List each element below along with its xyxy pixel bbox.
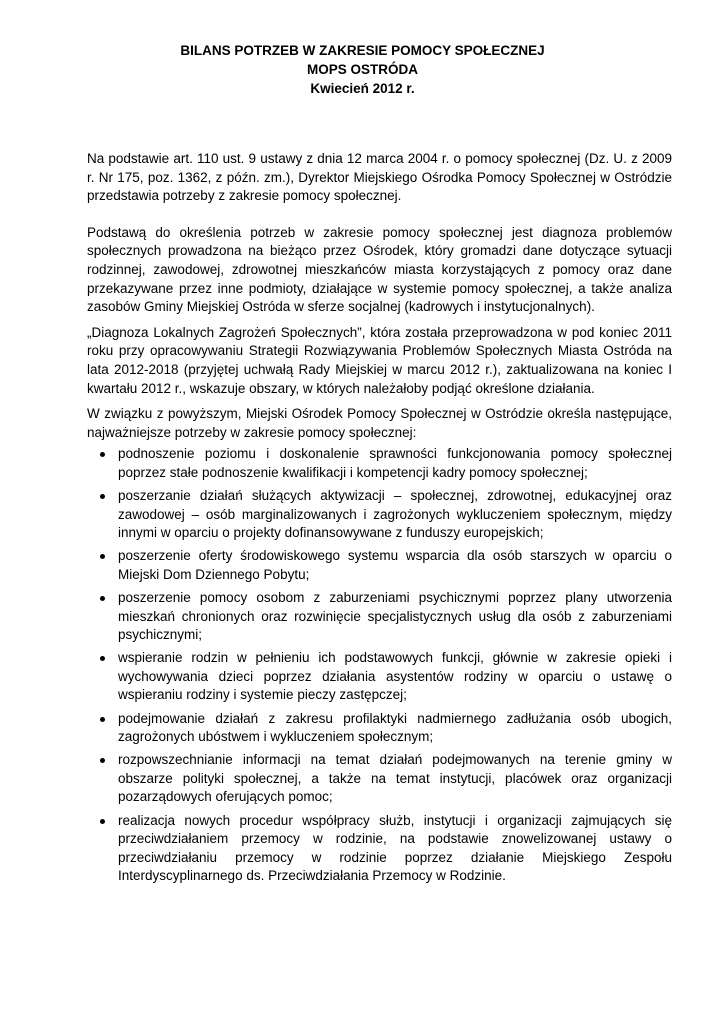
list-item (87, 589, 672, 645)
document-title (0, 41, 725, 98)
title-line-1: BILANS POTRZEB W ZAKRESIE POMOCY SPOŁECZNEJ (180, 43, 545, 58)
bullet-icon (100, 656, 105, 661)
bullet-icon (100, 717, 105, 722)
paragraph-needs-intro: W związku z powyższym, Miejski Ośrodek Pomocy Społecznej w Ostródzie określa następujące, najważniejsze potrzeby w zakresie pomocy społecznej: (87, 406, 672, 440)
list-item-text: podnoszenie poziomu i doskonalenie sprawności funkcjonowania pomocy społecznej poprzez stałe podnoszenie kwalifikacji i kompetencji kadry pomocy społecznej; (118, 446, 672, 480)
title-line-2: MOPS OSTRÓDA (306, 62, 418, 77)
bullet-icon (100, 819, 105, 824)
list-item (87, 547, 672, 584)
needs-list (87, 445, 672, 886)
bullet-icon (100, 596, 105, 601)
bullet-icon (100, 494, 105, 499)
paragraph-legal-basis: Na podstawie art. 110 ust. 9 ustawy z dnia 12 marca 2004 r. o pomocy społecznej (Dz. U. z 2009 r. Nr 175, poz. 1362, z późn. zm.), Dyrektor Miejskiego Ośrodka Pomocy Społecznej w Ostródzie przedstawia potrzeby z zakresie pomocy społecznej. (87, 151, 672, 204)
bullet-icon (100, 452, 105, 457)
list-item (87, 710, 672, 747)
bullet-icon (100, 554, 105, 559)
list-item-text: poszerzanie działań służących aktywizacji – społecznej, zdrowotnej, edukacyjnej oraz zawodowej – osób marginalizowanych i zagrożonych wykluczeniem społecznym, między innymi w oparciu o projekty dofinansowywane z funduszy europejskich; (118, 488, 672, 541)
list-item-text: wspieranie rodzin w pełnieniu ich podstawowych funkcji, głównie w zakresie opieki i wychowywania dzieci poprzez działania asystentów rodziny w oparciu o ustawę o wspieraniu rodziny i systemie pieczy zastępczej; (118, 650, 672, 703)
list-item (87, 487, 672, 543)
list-item (87, 445, 672, 482)
paragraph-diagnosis-basis: Podstawą do określenia potrzeb w zakresie pomocy społecznej jest diagnoza problemów społecznych prowadzona na bieżąco przez Ośrodek, który gromadzi dane dotyczące sytuacji rodzinnej, zawodowej, zdrowotnej mieszkańców miasta korzystających z pomocy oraz dane przekazywane przez inne podmioty, działające w systemie pomocy społecznej, a także analiza zasobów Gminy Miejskiej Ostróda w sferze socjalnej (kadrowych i instytucjonalnych). (87, 224, 672, 315)
paragraph-local-threats-diagnosis: „Diagnoza Lokalnych Zagrożeń Społecznych”, która została przeprowadzona w pod koniec 2011 roku przy opracowywaniu Strategii Rozwiązywania Problemów Społecznych Miasta Ostróda na lata 2012-2018 (przyjętej uchwałą Rady Miejskiej w marcu 2012 r.), zaktualizowana na koniec I kwartału 2012 r., wskazuje obszary, w których należałoby podjąć określone działania. (87, 324, 672, 396)
list-item (87, 649, 672, 705)
list-item-text: poszerzenie oferty środowiskowego systemu wsparcia dla osób starszych w oparciu o Miejski Dom Dziennego Pobytu; (118, 548, 672, 582)
list-item (87, 812, 672, 886)
document-body (87, 150, 672, 890)
list-item-text: podejmowanie działań z zakresu profilaktyki nadmiernego zadłużania osób ubogich, zagrożonych ubóstwem i wykluczeniem społecznym; (118, 710, 672, 745)
list-item (87, 751, 672, 807)
list-item-text: poszerzenie pomocy osobom z zaburzeniami psychicznymi poprzez plany utworzenia mieszkań chronionych oraz rozwinięcie specjalistycznych usług dla osób z zaburzeniami psychicznymi; (118, 589, 672, 643)
list-item-text: realizacja nowych procedur współpracy służb, instytucji i organizacji zajmujących się przeciwdziałaniem przemocy w rodzinie, na podstawie znowelizowanej ustawy o przeciwdziałaniu przemocy w rodzinie poprzez działanie Miejskiego Zespołu Interdyscyplinarnego ds. Przeciwdziałania Przemocy w Rodzinie. (118, 812, 672, 884)
title-line-3: Kwiecień 2012 r. (310, 81, 415, 96)
bullet-icon (100, 758, 105, 763)
list-item-text: rozpowszechnianie informacji na temat działań podejmowanych na terenie gminy w obszarze polityki społecznej, a także na temat instytucji, placówek oraz organizacji pozarządowych oferujących pomoc; (118, 752, 672, 805)
